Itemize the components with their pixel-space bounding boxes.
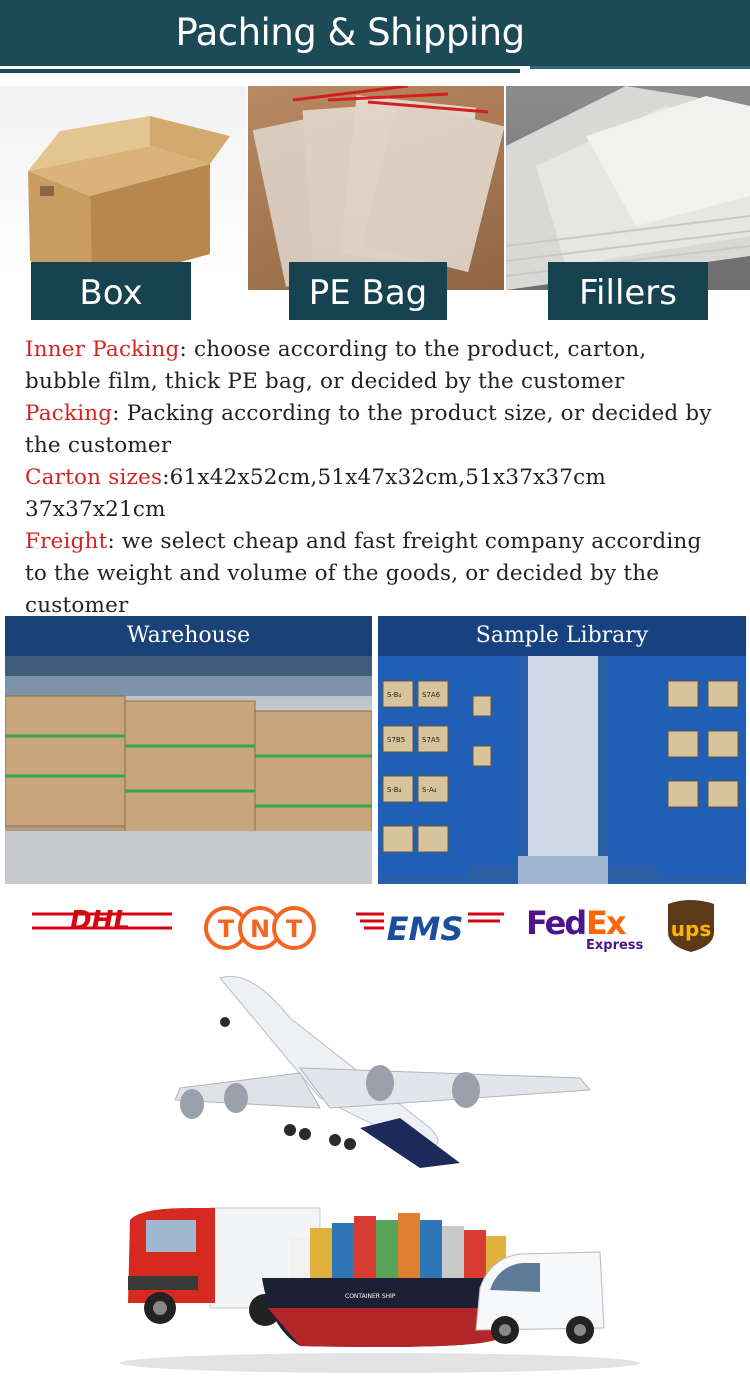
- fedex-express: Express: [586, 938, 644, 952]
- ship-label: CONTAINER SHIP: [345, 1293, 396, 1300]
- info-text: : we select cheap and fast freight company according to the weight and volume of the goods, or decided by the customer: [25, 529, 702, 616]
- transport-illustration: [0, 958, 750, 1380]
- shelf-label: S-B₄: [387, 691, 402, 699]
- info-text: : choose according to the product, carton, bubble film, thick PE bag, or decided by the customer: [25, 337, 647, 394]
- warehouse-caption: Warehouse: [5, 616, 372, 656]
- pe-bag-illustration: [248, 86, 504, 290]
- info-text: : Packing according to the product size, or decided by the customer: [25, 401, 712, 458]
- info-packing: [25, 398, 725, 462]
- foam-filler-illustration: [506, 86, 750, 290]
- dhl-logo: [32, 906, 172, 936]
- courier-logos-strip: [0, 888, 750, 952]
- header-underline-secondary: [530, 66, 750, 69]
- van-icon: [476, 1252, 604, 1344]
- header-underline: [0, 69, 520, 73]
- pe-bag-photo: [248, 86, 504, 290]
- fedex-ex: Ex: [586, 904, 625, 942]
- box-photo: [0, 86, 246, 290]
- tnt-letter: N: [249, 915, 271, 943]
- fedex-fed: Fed: [526, 904, 586, 942]
- packing-info: [25, 334, 725, 616]
- tnt-logo: [206, 908, 314, 948]
- shelf-label: S-B₄: [387, 786, 402, 794]
- ems-logo: [356, 910, 504, 948]
- ems-text: EMS: [386, 910, 464, 948]
- info-key: Carton sizes: [25, 465, 163, 490]
- airplane-icon: [175, 976, 590, 1168]
- transport-vehicles: [0, 958, 750, 1380]
- label-pe-bag: PE Bag: [289, 262, 447, 320]
- ups-text: ups: [670, 917, 712, 941]
- courier-logos: [0, 888, 750, 952]
- sample-library-photo: [378, 616, 746, 884]
- filler-photo: [506, 86, 750, 290]
- label-fillers: Fillers: [548, 262, 708, 320]
- warehouse-illustration: [5, 616, 372, 884]
- label-box: Box: [31, 262, 191, 320]
- info-text: :61x42x52cm,51x47x32cm,51x37x37cm 37x37x21cm: [25, 465, 606, 522]
- info-key: Packing: [25, 401, 113, 426]
- shelf-label: S7A5: [422, 736, 441, 744]
- info-key: Freight: [25, 529, 108, 554]
- info-key: Inner Packing: [25, 337, 180, 362]
- shelf-label: S7B5: [387, 736, 406, 744]
- ups-logo: [668, 900, 714, 952]
- info-carton-sizes: [25, 462, 725, 526]
- section-header: [0, 0, 750, 86]
- tnt-letter: T: [285, 915, 303, 943]
- fedex-logo: [526, 904, 644, 952]
- shelf-label: S7A6: [422, 691, 441, 699]
- shelf-label: S-A₄: [422, 786, 437, 794]
- section-title: Paching & Shipping: [170, 6, 530, 60]
- sample-library-illustration: [378, 616, 746, 884]
- sample-library-caption: Sample Library: [378, 616, 746, 656]
- info-freight: [25, 526, 725, 616]
- dhl-text: DHL: [70, 906, 130, 936]
- cardboard-box-illustration: [0, 86, 246, 290]
- info-inner-packing: [25, 334, 725, 398]
- warehouse-photo: [5, 616, 372, 884]
- tnt-letter: T: [217, 915, 235, 943]
